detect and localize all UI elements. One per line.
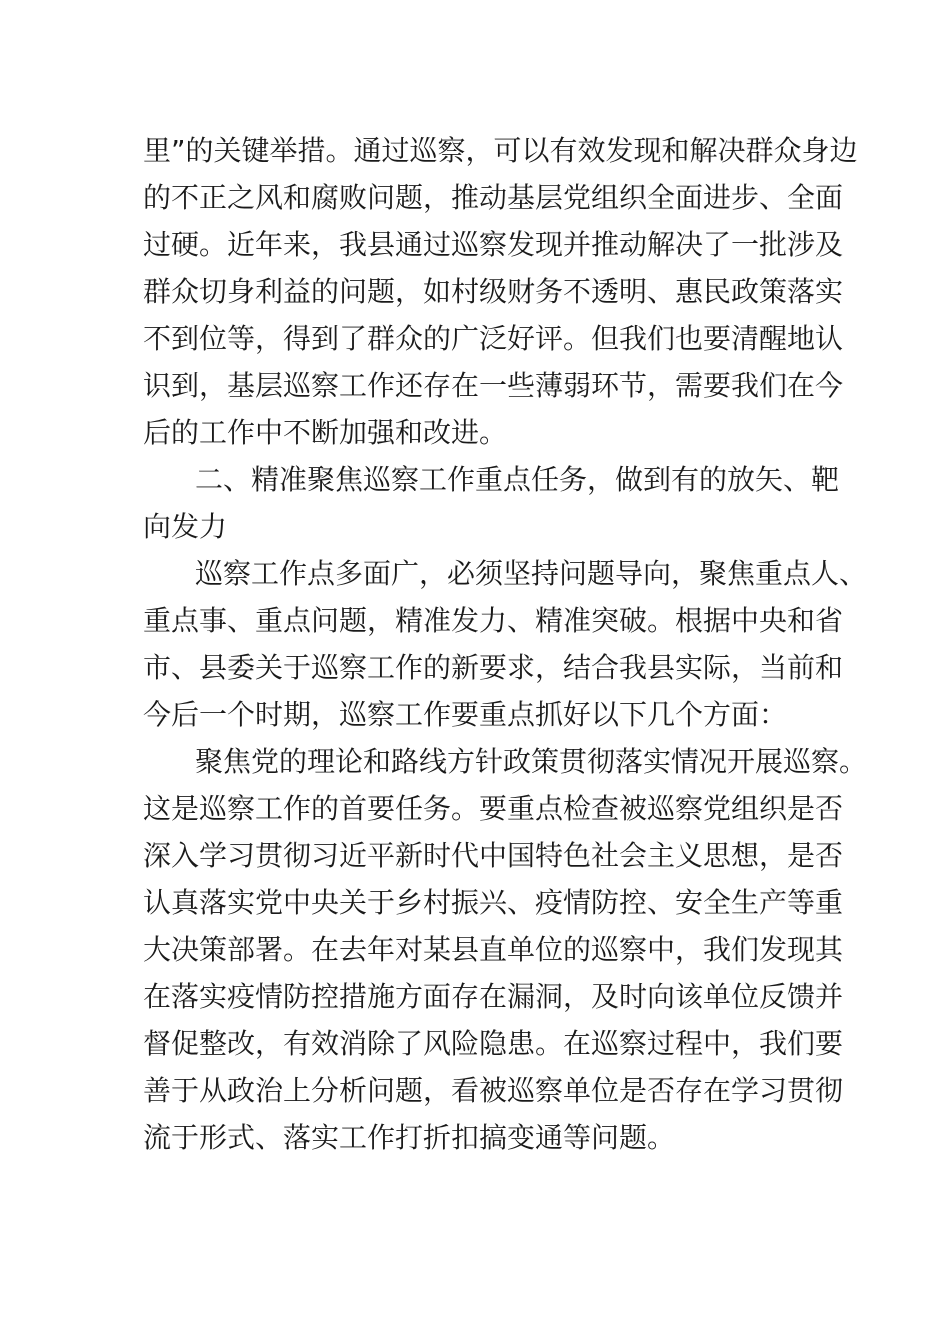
text-line: 后的工作中不断加强和改进。 [143,416,508,449]
text-line: 督促整改，有效消除了风险隐患。在巡察过程中，我们要 [143,1027,844,1060]
text-line: 这是巡察工作的首要任务。要重点检查被巡察党组织是否 [143,792,844,825]
text-line: 的不正之风和腐败问题，推动基层党组织全面进步、全面 [143,181,844,214]
text-line: 过硬。近年来，我县通过巡察发现并推动解决了一批涉及 [143,228,844,261]
text-line: 重点事、重点问题，精准发力、精准突破。根据中央和省 [143,604,844,637]
text-line: 在落实疫情防控措施方面存在漏洞，及时向该单位反馈并 [143,980,844,1013]
text-line: 善于从政治上分析问题，看被巡察单位是否存在学习贯彻 [143,1074,844,1107]
text-line: 识到，基层巡察工作还存在一些薄弱环节，需要我们在今 [143,369,844,402]
text-line: 不到位等，得到了群众的广泛好评。但我们也要清醒地认 [143,322,844,355]
text-line: 大决策部署。在去年对某县直单位的巡察中，我们发现其 [143,933,844,966]
section-heading-line: 向发力 [143,510,228,543]
section-heading-line: 二、精准聚焦巡察工作重点任务，做到有的放矢、靶 [195,463,840,496]
document-body [143,127,868,1161]
text-line: 聚焦党的理论和路线方针政策贯彻落实情况开展巡察。 [195,745,868,778]
text-line: 流于形式、落实工作打折扣搞变通等问题。 [143,1121,676,1154]
text-line: 群众切身利益的问题，如村级财务不透明、惠民政策落实 [143,275,844,308]
text-line: 认真落实党中央关于乡村振兴、疫情防控、安全生产等重 [143,886,844,919]
text-line: 里”的关键举措。通过巡察，可以有效发现和解决群众身边 [143,134,858,167]
text-line: 巡察工作点多面广，必须坚持问题导向，聚焦重点人、 [195,557,868,590]
text-line: 今后一个时期，巡察工作要重点抓好以下几个方面： [143,698,788,731]
text-line: 市、县委关于巡察工作的新要求，结合我县实际，当前和 [143,651,844,684]
text-line: 深入学习贯彻习近平新时代中国特色社会主义思想，是否 [143,839,844,872]
